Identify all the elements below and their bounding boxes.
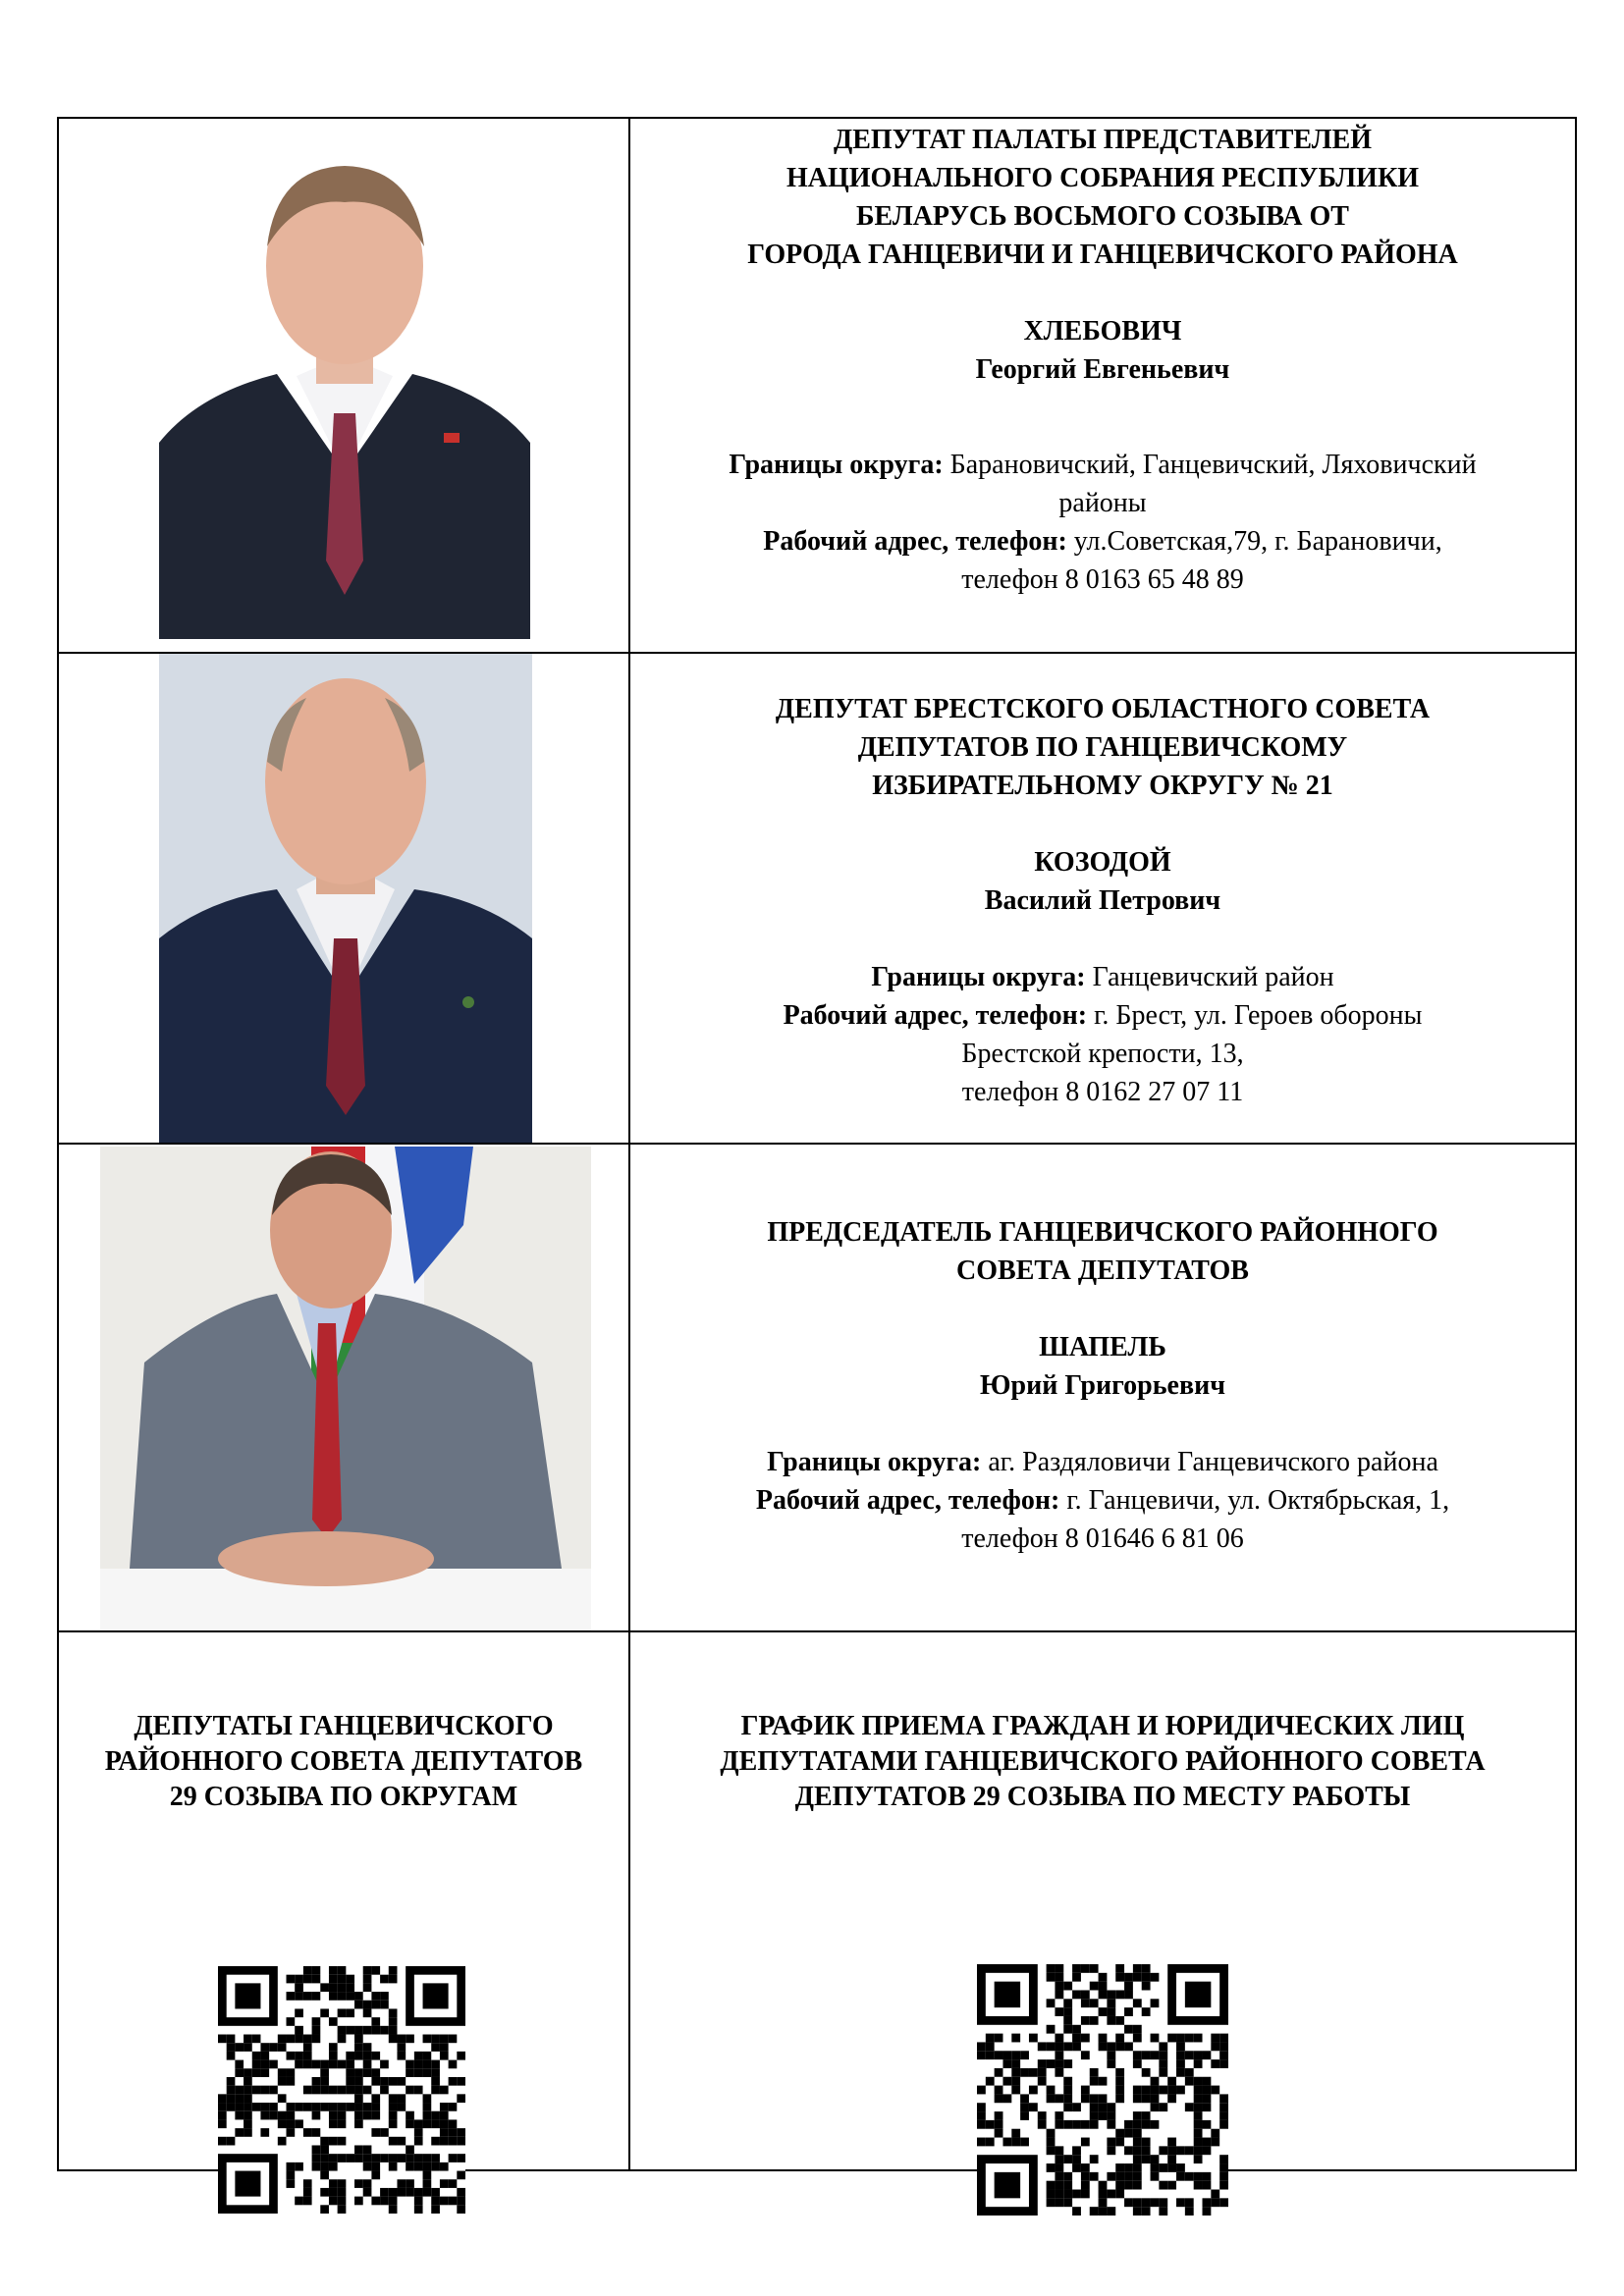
qr-title-line: ДЕПУТАТАМИ ГАНЦЕВИЧСКОГО РАЙОННОГО СОВЕТА bbox=[720, 1746, 1486, 1777]
borders-value: Барановичский, Ганцевичский, Ляховичский bbox=[943, 450, 1477, 480]
borders-value: Ганцевичский район bbox=[1085, 962, 1334, 992]
photo-cell bbox=[59, 654, 630, 1143]
deputies-table bbox=[57, 117, 1577, 2171]
title-line: ПРЕДСЕДАТЕЛЬ ГАНЦЕВИЧСКОГО РАЙОННОГО bbox=[767, 1217, 1438, 1248]
deputy-surname: ШАПЕЛЬ bbox=[1039, 1332, 1166, 1362]
deputy-photo-kozodoy bbox=[159, 654, 532, 1143]
deputy-info-1 bbox=[630, 119, 1575, 652]
qr-cell-districts bbox=[59, 1632, 630, 2171]
title-line: СОВЕТА ДЕПУТАТОВ bbox=[956, 1255, 1249, 1286]
photo-cell bbox=[59, 1145, 630, 1630]
address-value-2: телефон 8 0163 65 48 89 bbox=[961, 564, 1244, 595]
borders-label: Границы округа: bbox=[729, 450, 944, 480]
deputy-surname: ХЛЕБОВИЧ bbox=[1023, 316, 1182, 347]
deputy-photo-khlebovich bbox=[159, 148, 530, 639]
deputy-photo-shapel bbox=[100, 1147, 591, 1630]
address-value-2: телефон 8 01646 6 81 06 bbox=[961, 1523, 1244, 1554]
title-line: ДЕПУТАТОВ ПО ГАНЦЕВИЧСКОМУ bbox=[857, 732, 1348, 763]
qr-title bbox=[630, 1709, 1575, 1815]
address-label: Рабочий адрес, телефон: bbox=[755, 1485, 1060, 1516]
deputy-surname: КОЗОДОЙ bbox=[1034, 847, 1171, 878]
title-line: НАЦИОНАЛЬНОГО СОБРАНИЯ РЕСПУБЛИКИ bbox=[785, 163, 1420, 193]
deputy-name: Василий Петрович bbox=[984, 885, 1221, 916]
deputy-contacts bbox=[630, 446, 1575, 599]
deputy-row-3 bbox=[59, 1145, 1575, 1632]
deputy-name: Георгий Евгеньевич bbox=[975, 354, 1230, 385]
deputy-contacts bbox=[630, 958, 1575, 1111]
title-line: ДЕПУТАТ БРЕСТСКОГО ОБЛАСТНОГО СОВЕТА bbox=[775, 694, 1431, 724]
deputy-row-1 bbox=[59, 119, 1575, 654]
title-line: ИЗБИРАТЕЛЬНОМУ ОКРУГУ № 21 bbox=[872, 771, 1333, 801]
qr-code-schedule[interactable] bbox=[977, 1964, 1228, 2216]
borders-value: аг. Раздяловичи Ганцевичского района bbox=[981, 1447, 1438, 1477]
deputy-title bbox=[630, 1145, 1575, 1290]
borders-label: Границы округа: bbox=[767, 1447, 982, 1477]
address-value: г. Брест, ул. Героев обороны bbox=[1087, 1000, 1423, 1031]
deputy-contacts bbox=[630, 1443, 1575, 1558]
address-label: Рабочий адрес, телефон: bbox=[783, 1000, 1088, 1031]
address-value-2: Брестской крепости, 13, bbox=[961, 1039, 1244, 1069]
address-value: ул.Советская,79, г. Барановичи, bbox=[1066, 526, 1442, 557]
borders-label: Границы округа: bbox=[871, 962, 1086, 992]
qr-row bbox=[59, 1632, 1575, 2171]
title-line: ДЕПУТАТ ПАЛАТЫ ПРЕДСТАВИТЕЛЕЙ bbox=[833, 125, 1373, 155]
qr-code-districts[interactable] bbox=[218, 1966, 465, 2214]
address-value: г. Ганцевичи, ул. Октябрьская, 1, bbox=[1059, 1485, 1450, 1516]
qr-cell-schedule bbox=[630, 1632, 1575, 2171]
address-value-3: телефон 8 0162 27 07 11 bbox=[961, 1077, 1244, 1107]
title-line: БЕЛАРУСЬ ВОСЬМОГО СОЗЫВА ОТ bbox=[856, 201, 1349, 232]
qr-title-line: ДЕПУТАТОВ 29 СОЗЫВА ПО МЕСТУ РАБОТЫ bbox=[794, 1782, 1411, 1812]
photo-cell bbox=[59, 119, 630, 652]
deputy-info-2 bbox=[630, 654, 1575, 1143]
qr-title bbox=[59, 1709, 628, 1815]
qr-title-line: РАЙОННОГО СОВЕТА ДЕПУТАТОВ bbox=[104, 1746, 583, 1777]
qr-title-line: ГРАФИК ПРИЕМА ГРАЖДАН И ЮРИДИЧЕСКИХ ЛИЦ bbox=[740, 1711, 1465, 1741]
deputy-row-2 bbox=[59, 654, 1575, 1145]
deputy-info-3 bbox=[630, 1145, 1575, 1630]
deputy-name: Юрий Григорьевич bbox=[980, 1370, 1225, 1401]
title-line: ГОРОДА ГАНЦЕВИЧИ И ГАНЦЕВИЧСКОГО РАЙОНА bbox=[747, 240, 1458, 270]
qr-title-line: ДЕПУТАТЫ ГАНЦЕВИЧСКОГО bbox=[134, 1711, 554, 1741]
deputy-title bbox=[630, 119, 1575, 274]
borders-value-2: районы bbox=[1058, 488, 1147, 518]
deputy-title bbox=[630, 654, 1575, 805]
address-label: Рабочий адрес, телефон: bbox=[763, 526, 1067, 557]
qr-title-line: 29 СОЗЫВА ПО ОКРУГАМ bbox=[169, 1782, 518, 1812]
